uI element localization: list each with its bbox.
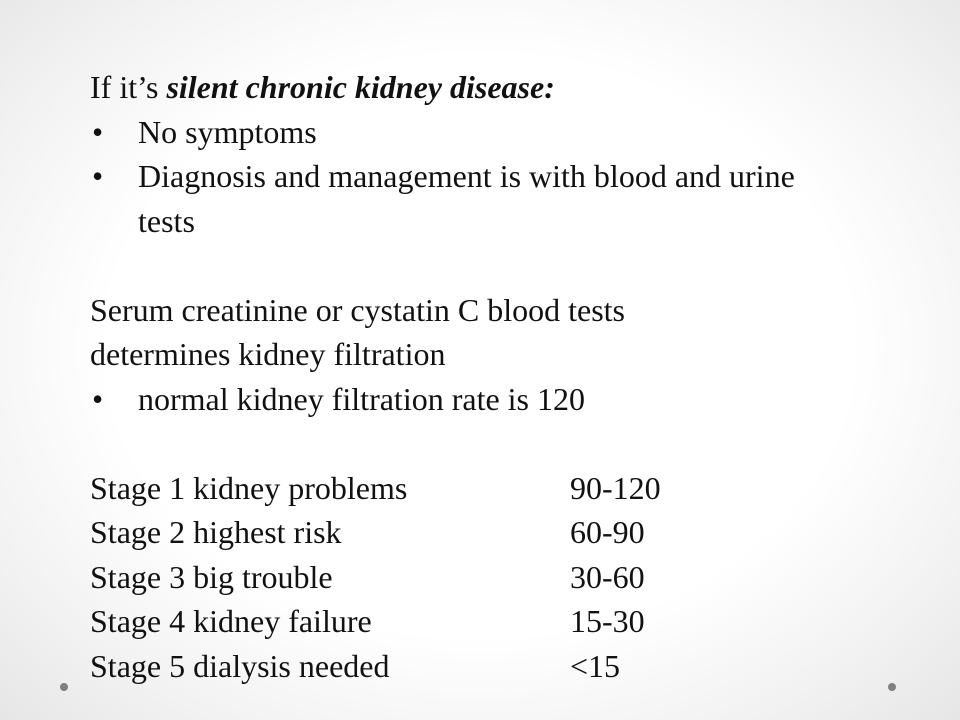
stage-row [90, 644, 910, 689]
stage-row [90, 466, 910, 511]
slide-content [90, 65, 910, 688]
bullet-item [90, 110, 910, 155]
stage-row [90, 599, 910, 644]
stage-range: <15 [570, 647, 621, 684]
bullet-item [90, 154, 910, 243]
stage-label: Stage 4 kidney failure [90, 603, 372, 639]
paragraph-spacer [90, 421, 910, 466]
stage-label: Stage 3 big trouble [90, 558, 333, 595]
bullet-text: No symptoms [138, 113, 317, 150]
stage-range: 30-60 [570, 558, 645, 595]
stage-label: Stage 5 dialysis needed [90, 647, 390, 684]
stage-range: 15-30 [570, 603, 645, 639]
bullet-icon: • [92, 158, 104, 194]
bullet-text: Diagnosis and management is with blood and urine tests [138, 158, 795, 239]
tests-line-1: Serum creatinine or cystatin C blood tests [90, 291, 625, 328]
paragraph-spacer [90, 243, 910, 288]
bullet-text: normal kidney filtration rate is 120 [138, 380, 585, 417]
stage-range: 60-90 [570, 514, 645, 550]
stage-row [90, 555, 910, 600]
stage-label: Stage 1 kidney problems [90, 469, 408, 506]
decorative-dot-right [888, 683, 896, 691]
intro-emphasis: silent chronic kidney disease: [166, 69, 555, 105]
intro-prefix: If it’s [90, 69, 167, 105]
stage-label: Stage 2 highest risk [90, 514, 342, 550]
bullet-item [90, 377, 910, 422]
stage-row [90, 510, 910, 555]
tests-line-2: determines kidney filtration [90, 336, 446, 372]
bullet-icon: • [92, 380, 104, 417]
bullet-icon: • [92, 113, 104, 150]
decorative-dot-left [60, 683, 68, 691]
intro-line [90, 65, 910, 110]
stage-range: 90-120 [570, 469, 661, 506]
